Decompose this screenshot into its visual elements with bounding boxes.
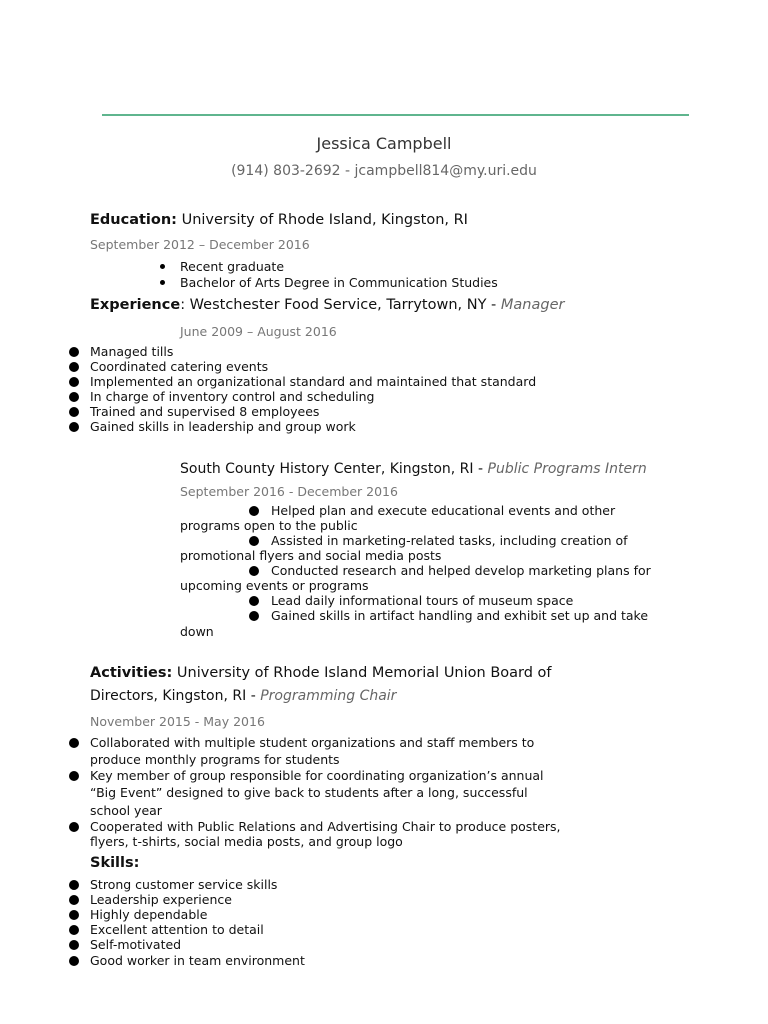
bullet-icon [69, 771, 79, 781]
education-dates: September 2012 – December 2016 [90, 237, 310, 252]
bullet-icon [69, 392, 79, 402]
activity-item-line: Key member of group responsible for coordinating organization’s annual [90, 768, 544, 783]
job1-item: Trained and supervised 8 employees [90, 404, 320, 419]
bullet-icon [69, 910, 79, 920]
skill-item: Excellent attention to detail [90, 922, 264, 937]
job2-place: South County History Center, Kingston, RI - [180, 461, 488, 477]
skill-item: Good worker in team environment [90, 953, 305, 968]
education-item: Recent graduate [180, 259, 285, 274]
bullet-icon [160, 264, 165, 269]
job1-item: Gained skills in leadership and group work [90, 419, 356, 434]
experience-heading: Experience [90, 297, 181, 313]
education-heading: Education: [90, 212, 177, 228]
job2-item-line2: down [180, 624, 214, 639]
activity-item-line: flyers, t-shirts, social media posts, and group logo [90, 834, 403, 849]
job1-place: : Westchester Food Service, Tarrytown, NY - [180, 297, 501, 313]
job2-dates: September 2016 - December 2016 [180, 484, 398, 499]
skill-item: Self-motivated [90, 937, 182, 952]
job2-item-line1: Gained skills in artifact handling and exhibit set up and take [271, 608, 649, 623]
activities-role: Programming Chair [260, 688, 397, 704]
job2-item-line1: Lead daily informational tours of museum space [271, 593, 574, 608]
skill-item: Strong customer service skills [90, 877, 278, 892]
job1-item: Coordinated catering events [90, 359, 269, 374]
bullet-icon [69, 822, 79, 832]
activity-item-line: “Big Event” designed to give back to students after a long, successful [90, 785, 528, 800]
job2-item-line1: Assisted in marketing-related tasks, including creation of [271, 533, 628, 548]
education-heading-line [90, 212, 468, 228]
job2-item-line1: Helped plan and execute educational events and other [271, 503, 616, 518]
activities-heading: Activities: [90, 665, 173, 681]
job2-item-line2: promotional flyers and social media posts [180, 548, 442, 563]
activity-item-line: Cooperated with Public Relations and Advertising Chair to produce posters, [90, 819, 561, 834]
activities-org-line2: Directors, Kingston, RI - [90, 688, 261, 704]
education-item: Bachelor of Arts Degree in Communication Studies [180, 275, 498, 290]
header-divider [102, 114, 689, 116]
activities-org-line2-wrap [90, 688, 396, 704]
contact-info: (914) 803-2692 - jcampbell814@my.uri.edu [231, 163, 537, 179]
job1-dates: June 2009 – August 2016 [180, 324, 337, 339]
activity-item-line: Collaborated with multiple student organizations and staff members to [90, 735, 535, 750]
skill-item: Highly dependable [90, 907, 208, 922]
job2-item-line2: upcoming events or programs [180, 578, 369, 593]
job2-item-line2: programs open to the public [180, 518, 358, 533]
activity-item-line: school year [90, 803, 162, 818]
bullet-icon [69, 880, 79, 890]
job1-item: In charge of inventory control and scheduling [90, 389, 375, 404]
job1-item: Managed tills [90, 344, 174, 359]
education-school: University of Rhode Island, Kingston, RI [176, 212, 468, 228]
bullet-icon [69, 738, 79, 748]
bullet-icon [249, 536, 259, 546]
bullet-icon [69, 347, 79, 357]
skills-heading-line [90, 855, 139, 871]
activity-item-line: produce monthly programs for students [90, 752, 340, 767]
experience-heading-line [90, 297, 564, 313]
activities-dates: November 2015 - May 2016 [90, 714, 265, 729]
bullet-icon [249, 596, 259, 606]
bullet-icon [249, 566, 259, 576]
bullet-icon [160, 280, 165, 285]
bullet-icon [69, 895, 79, 905]
bullet-icon [69, 940, 79, 950]
job2-heading-line [180, 461, 647, 477]
bullet-icon [69, 407, 79, 417]
activities-heading-line [90, 665, 552, 681]
bullet-icon [249, 506, 259, 516]
bullet-icon [249, 611, 259, 621]
candidate-name: Jessica Campbell [316, 134, 452, 153]
skills-heading: Skills: [90, 855, 140, 871]
job1-item: Implemented an organizational standard and maintained that standard [90, 374, 537, 389]
job2-item-line1: Conducted research and helped develop marketing plans for [271, 563, 651, 578]
bullet-icon [69, 925, 79, 935]
bullet-icon [69, 377, 79, 387]
job1-role: Manager [500, 297, 565, 313]
job2-role: Public Programs Intern [487, 461, 647, 477]
bullet-icon [69, 422, 79, 432]
bullet-icon [69, 956, 79, 966]
activities-org-line1: University of Rhode Island Memorial Union Board of [172, 665, 552, 681]
bullet-icon [69, 362, 79, 372]
skill-item: Leadership experience [90, 892, 232, 907]
